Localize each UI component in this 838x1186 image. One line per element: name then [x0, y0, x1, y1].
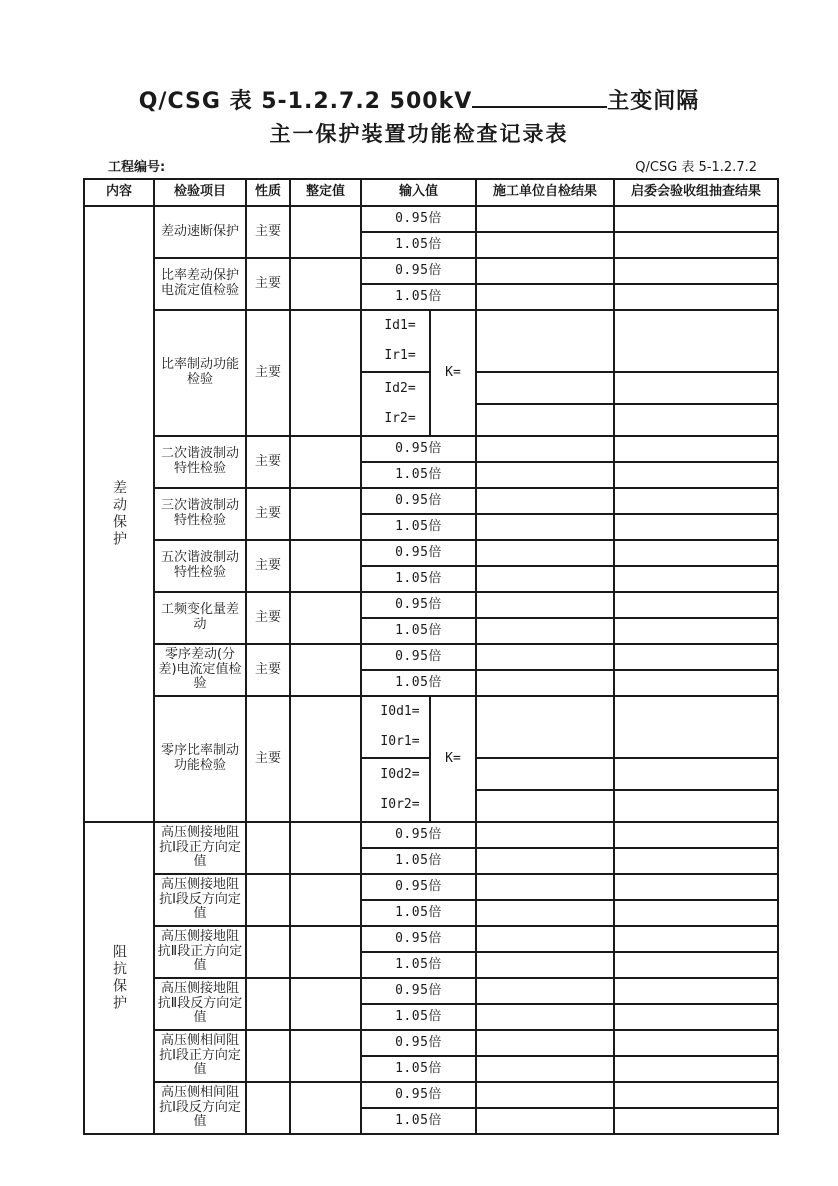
- table-row: [84, 1030, 778, 1056]
- acceptance-result-cell: [614, 1004, 778, 1030]
- self-check-result-cell: [476, 1004, 614, 1030]
- acceptance-result-cell: [614, 1108, 778, 1134]
- setting-value-cell: [290, 822, 361, 874]
- check-item-label: 高压侧接地阻抗Ⅱ段反方向定值: [154, 978, 246, 1030]
- setting-value-cell: [290, 540, 361, 592]
- check-item-label: 高压侧接地阻抗I段正方向定值: [154, 822, 246, 874]
- input-param-label: I0d2=: [380, 767, 420, 782]
- nature-value: [246, 1082, 290, 1134]
- self-check-result-cell: [476, 696, 614, 758]
- nature-value: 主要: [246, 206, 290, 258]
- page-title: [0, 84, 838, 115]
- col-header-nature: 性质: [246, 179, 290, 206]
- k-factor-label: K=: [430, 310, 476, 436]
- setting-value-cell: [290, 874, 361, 926]
- check-item-label: 高压侧接地阻抗Ⅱ段正方向定值: [154, 926, 246, 978]
- acceptance-result-cell: [614, 1082, 778, 1108]
- self-check-result-cell: [476, 1030, 614, 1056]
- self-check-result-cell: [476, 232, 614, 258]
- self-check-result-cell: [476, 758, 614, 790]
- table-row: [84, 822, 778, 848]
- self-check-result-cell: [476, 206, 614, 232]
- acceptance-result-cell: [614, 462, 778, 488]
- acceptance-result-cell: [614, 874, 778, 900]
- input-multiplier-low: 0.95倍: [361, 592, 476, 618]
- acceptance-result-cell: [614, 1056, 778, 1082]
- check-item-label: 二次谐波制动特性检验: [154, 436, 246, 488]
- form-code-label: Q/CSG 表 5-1.2.7.2: [635, 160, 757, 175]
- check-item-label: 工频变化量差动: [154, 592, 246, 644]
- self-check-result-cell: [476, 848, 614, 874]
- check-item-label: 比率差动保护电流定值检验: [154, 258, 246, 310]
- input-multiplier-high: 1.05倍: [361, 1056, 476, 1082]
- acceptance-result-cell: [614, 540, 778, 566]
- acceptance-result-cell: [614, 618, 778, 644]
- acceptance-result-cell: [614, 206, 778, 232]
- input-param-label: I0d1=: [380, 704, 420, 719]
- acceptance-result-cell: [614, 790, 778, 822]
- acceptance-result-cell: [614, 310, 778, 372]
- input-multiplier-low: 0.95倍: [361, 1030, 476, 1056]
- nature-value: [246, 978, 290, 1030]
- check-item-label: 高压侧相间阻抗I段正方向定值: [154, 1030, 246, 1082]
- self-check-result-cell: [476, 436, 614, 462]
- acceptance-result-cell: [614, 978, 778, 1004]
- input-multiplier-low: 0.95倍: [361, 206, 476, 232]
- col-header-input: 输入值: [361, 179, 476, 206]
- self-check-result-cell: [476, 404, 614, 436]
- acceptance-result-cell: [614, 232, 778, 258]
- nature-value: 主要: [246, 696, 290, 822]
- nature-value: 主要: [246, 540, 290, 592]
- self-check-result-cell: [476, 822, 614, 848]
- self-check-result-cell: [476, 284, 614, 310]
- acceptance-result-cell: [614, 900, 778, 926]
- input-multiplier-high: 1.05倍: [361, 900, 476, 926]
- self-check-result-cell: [476, 488, 614, 514]
- table-row: [84, 310, 778, 341]
- acceptance-result-cell: [614, 670, 778, 696]
- input-multiplier-low: 0.95倍: [361, 874, 476, 900]
- setting-value-cell: [290, 696, 361, 822]
- input-multiplier-low: 0.95倍: [361, 926, 476, 952]
- check-item-label: 零序差动(分差)电流定值检验: [154, 644, 246, 696]
- input-multiplier-low: 0.95倍: [361, 822, 476, 848]
- self-check-result-cell: [476, 462, 614, 488]
- input-multiplier-high: 1.05倍: [361, 670, 476, 696]
- section-label-differential: 差动保护: [84, 206, 154, 822]
- self-check-result-cell: [476, 978, 614, 1004]
- col-header-setting: 整定值: [290, 179, 361, 206]
- acceptance-result-cell: [614, 436, 778, 462]
- title-prefix: Q/CSG 表 5-1.2.7.2 500kV: [138, 89, 473, 114]
- self-check-result-cell: [476, 874, 614, 900]
- nature-value: [246, 1030, 290, 1082]
- table-row: [84, 258, 778, 284]
- col-header-content: 内容: [84, 179, 154, 206]
- acceptance-result-cell: [614, 592, 778, 618]
- input-multiplier-low: 0.95倍: [361, 436, 476, 462]
- table-row: [84, 874, 778, 900]
- input-params-cell: [361, 310, 430, 372]
- self-check-result-cell: [476, 618, 614, 644]
- input-multiplier-low: 0.95倍: [361, 258, 476, 284]
- input-multiplier-low: 0.95倍: [361, 644, 476, 670]
- self-check-result-cell: [476, 1082, 614, 1108]
- section-label-impedance: 阻抗保护: [84, 822, 154, 1134]
- nature-value: 主要: [246, 488, 290, 540]
- nature-value: 主要: [246, 592, 290, 644]
- setting-value-cell: [290, 592, 361, 644]
- col-header-acceptance: 启委会验收组抽查结果: [614, 179, 778, 206]
- input-params-cell: [361, 372, 430, 436]
- table-header-row: [84, 179, 778, 206]
- input-param-label: I0r2=: [380, 797, 420, 812]
- setting-value-cell: [290, 488, 361, 540]
- col-header-self-check: 施工单位自检结果: [476, 179, 614, 206]
- setting-value-cell: [290, 644, 361, 696]
- acceptance-result-cell: [614, 926, 778, 952]
- check-item-label: 三次谐波制动特性检验: [154, 488, 246, 540]
- setting-value-cell: [290, 310, 361, 436]
- input-multiplier-high: 1.05倍: [361, 232, 476, 258]
- self-check-result-cell: [476, 592, 614, 618]
- table-row: [84, 436, 778, 462]
- acceptance-result-cell: [614, 566, 778, 592]
- table-row: [84, 978, 778, 1004]
- setting-value-cell: [290, 1082, 361, 1134]
- acceptance-result-cell: [614, 372, 778, 404]
- input-param-label: Id1=: [384, 318, 416, 333]
- nature-value: 主要: [246, 258, 290, 310]
- table-row: [84, 696, 778, 727]
- check-item-label: 比率制动功能检验: [154, 310, 246, 436]
- input-multiplier-high: 1.05倍: [361, 618, 476, 644]
- acceptance-result-cell: [614, 514, 778, 540]
- acceptance-result-cell: [614, 404, 778, 436]
- col-header-item: 检验项目: [154, 179, 246, 206]
- input-multiplier-low: 0.95倍: [361, 540, 476, 566]
- self-check-result-cell: [476, 372, 614, 404]
- input-multiplier-high: 1.05倍: [361, 1108, 476, 1134]
- acceptance-result-cell: [614, 258, 778, 284]
- self-check-result-cell: [476, 900, 614, 926]
- self-check-result-cell: [476, 566, 614, 592]
- self-check-result-cell: [476, 952, 614, 978]
- self-check-result-cell: [476, 258, 614, 284]
- acceptance-result-cell: [614, 644, 778, 670]
- acceptance-result-cell: [614, 848, 778, 874]
- acceptance-result-cell: [614, 696, 778, 758]
- acceptance-result-cell: [614, 488, 778, 514]
- setting-value-cell: [290, 436, 361, 488]
- record-table: [83, 178, 779, 1135]
- acceptance-result-cell: [614, 1030, 778, 1056]
- input-params-cell: [361, 758, 430, 822]
- check-item-label: 五次谐波制动特性检验: [154, 540, 246, 592]
- table-row: [84, 540, 778, 566]
- input-param-label: I0r1=: [380, 734, 420, 749]
- project-number-label: 工程编号:: [108, 160, 166, 175]
- table-row: [84, 926, 778, 952]
- self-check-result-cell: [476, 1108, 614, 1134]
- input-multiplier-high: 1.05倍: [361, 462, 476, 488]
- check-item-label: 零序比率制动功能检验: [154, 696, 246, 822]
- input-multiplier-low: 0.95倍: [361, 1082, 476, 1108]
- table-row: [84, 206, 778, 232]
- setting-value-cell: [290, 258, 361, 310]
- nature-value: [246, 874, 290, 926]
- title-blank-line: [472, 87, 607, 108]
- input-multiplier-high: 1.05倍: [361, 1004, 476, 1030]
- acceptance-result-cell: [614, 952, 778, 978]
- input-param-label: Ir2=: [384, 411, 416, 426]
- input-multiplier-high: 1.05倍: [361, 284, 476, 310]
- self-check-result-cell: [476, 310, 614, 372]
- nature-value: 主要: [246, 644, 290, 696]
- self-check-result-cell: [476, 540, 614, 566]
- setting-value-cell: [290, 1030, 361, 1082]
- table-row: [84, 644, 778, 670]
- self-check-result-cell: [476, 926, 614, 952]
- table-row: [84, 1082, 778, 1108]
- input-multiplier-high: 1.05倍: [361, 952, 476, 978]
- input-param-label: Ir1=: [384, 348, 416, 363]
- setting-value-cell: [290, 978, 361, 1030]
- acceptance-result-cell: [614, 758, 778, 790]
- input-multiplier-high: 1.05倍: [361, 566, 476, 592]
- self-check-result-cell: [476, 1056, 614, 1082]
- check-item-label: 高压侧接地阻抗I段反方向定值: [154, 874, 246, 926]
- acceptance-result-cell: [614, 284, 778, 310]
- setting-value-cell: [290, 206, 361, 258]
- self-check-result-cell: [476, 644, 614, 670]
- input-multiplier-low: 0.95倍: [361, 978, 476, 1004]
- k-factor-label: K=: [430, 696, 476, 822]
- input-params-cell: [361, 696, 430, 758]
- nature-value: 主要: [246, 436, 290, 488]
- input-param-label: Id2=: [384, 381, 416, 396]
- nature-value: 主要: [246, 310, 290, 436]
- input-multiplier-high: 1.05倍: [361, 848, 476, 874]
- setting-value-cell: [290, 926, 361, 978]
- table-row: [84, 488, 778, 514]
- nature-value: [246, 822, 290, 874]
- input-multiplier-high: 1.05倍: [361, 514, 476, 540]
- table-row: [84, 592, 778, 618]
- acceptance-result-cell: [614, 822, 778, 848]
- nature-value: [246, 926, 290, 978]
- self-check-result-cell: [476, 514, 614, 540]
- page-subtitle: 主一保护装置功能检查记录表: [269, 122, 569, 146]
- self-check-result-cell: [476, 670, 614, 696]
- input-multiplier-low: 0.95倍: [361, 488, 476, 514]
- check-item-label: 差动速断保护: [154, 206, 246, 258]
- title-suffix: 主变间隔: [607, 89, 700, 114]
- check-item-label: 高压侧相间阻抗I段反方向定值: [154, 1082, 246, 1134]
- self-check-result-cell: [476, 790, 614, 822]
